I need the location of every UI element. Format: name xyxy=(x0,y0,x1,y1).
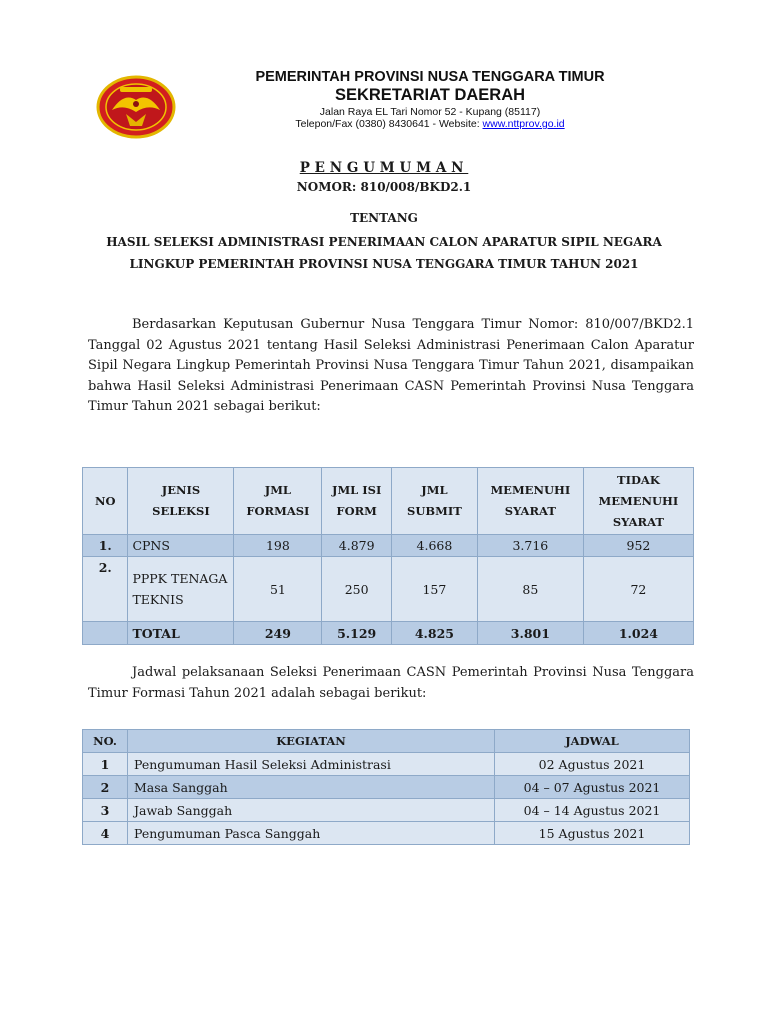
cell-jenis: CPNS xyxy=(128,535,234,557)
cell-formasi: 198 xyxy=(234,535,322,557)
cell-no: 1 xyxy=(83,753,128,776)
cell-no: 4 xyxy=(83,822,128,845)
subject-heading: HASIL SELEKSI ADMINISTRASI PENERIMAAN CALON APARATUR SIPIL NEGARA LINGKUP PEMERINTAH PROVINSI NUSA TENGGARA TIMUR TAHUN 2021 xyxy=(106,235,662,271)
cell-submit: 157 xyxy=(392,557,478,622)
col-header-no: NO xyxy=(83,468,128,535)
website-link[interactable]: www.nttprov.go.id xyxy=(482,118,565,130)
cell-kegiatan: Pengumuman Hasil Seleksi Administrasi xyxy=(128,753,495,776)
letterhead-line2: SEKRETARIAT DAERAH xyxy=(334,86,526,104)
table-total-row xyxy=(83,622,694,645)
selection-results-table xyxy=(82,467,694,645)
cell-total-submit: 4.825 xyxy=(392,622,478,645)
cell-kegiatan: Masa Sanggah xyxy=(128,776,495,799)
letterhead-address: Jalan Raya EL Tari Nomor 52 - Kupang (85117) xyxy=(319,106,541,118)
intro-text: Berdasarkan Keputusan Gubernur Nusa Tenggara Timur Nomor: 810/007/BKD2.1 Tanggal 02 Agustus 2021 tentang Hasil Seleksi Administrasi Penerimaan Calon Aparatur Sipil Negara Lingkup Pemerintah Provinsi Nusa Tenggara Timur Tahun 2021, disampaikan bahwa Hasil Seleksi Administrasi Penerimaan CASN Pemerintah Provinsi Nusa Tenggara Timur Tahun 2021 sebagai berikut: xyxy=(88,317,694,415)
cell-total-tidak: 1.024 xyxy=(583,622,693,645)
document-number: NOMOR: 810/008/BKD2.1 xyxy=(296,180,472,194)
table-row xyxy=(83,753,690,776)
cell-total-isi-form: 5.129 xyxy=(322,622,392,645)
cell-formasi: 51 xyxy=(234,557,322,622)
cell-submit: 4.668 xyxy=(392,535,478,557)
table-row xyxy=(83,776,690,799)
cell-total-label: TOTAL xyxy=(128,622,234,645)
letterhead-contact xyxy=(180,118,680,130)
cell-total-formasi: 249 xyxy=(234,622,322,645)
cell-total-memenuhi: 3.801 xyxy=(477,622,583,645)
cell-jadwal: 04 – 14 Agustus 2021 xyxy=(495,799,690,822)
cell-kegiatan: Pengumuman Pasca Sanggah xyxy=(128,822,495,845)
cell-no: 2. xyxy=(83,557,128,622)
col-header-no: NO. xyxy=(83,730,128,753)
col-header-memenuhi: MEMENUHI SYARAT xyxy=(477,468,583,535)
col-header-jenis: JENIS SELEKSI xyxy=(128,468,234,535)
cell-tidak: 72 xyxy=(583,557,693,622)
cell-memenuhi: 85 xyxy=(477,557,583,622)
cell-tidak: 952 xyxy=(583,535,693,557)
cell-jadwal: 02 Agustus 2021 xyxy=(495,753,690,776)
contact-text: Telepon/Fax (0380) 8430641 - Website: xyxy=(295,118,483,130)
table-row xyxy=(83,535,694,557)
table-row xyxy=(83,822,690,845)
col-header-jadwal: JADWAL xyxy=(495,730,690,753)
schedule-text: Jadwal pelaksanaan Seleksi Penerimaan CASN Pemerintah Provinsi Nusa Tenggara Timur Formasi Tahun 2021 adalah sebagai berikut: xyxy=(88,665,694,701)
col-header-submit: JML SUBMIT xyxy=(392,468,478,535)
col-header-tidak: TIDAK MEMENUHI SYARAT xyxy=(583,468,693,535)
cell-isi-form: 4.879 xyxy=(322,535,392,557)
cell-jadwal: 15 Agustus 2021 xyxy=(495,822,690,845)
col-header-isi-form: JML ISI FORM xyxy=(322,468,392,535)
cell-no: 2 xyxy=(83,776,128,799)
cell-no: 3 xyxy=(83,799,128,822)
col-header-kegiatan: KEGIATAN xyxy=(128,730,495,753)
table-row xyxy=(83,799,690,822)
cell-jenis: PPPK TENAGA TEKNIS xyxy=(128,557,234,622)
cell-jadwal: 04 – 07 Agustus 2021 xyxy=(495,776,690,799)
cell-no: 1. xyxy=(83,535,128,557)
cell-no-empty xyxy=(83,622,128,645)
cell-isi-form: 250 xyxy=(322,557,392,622)
cell-memenuhi: 3.716 xyxy=(477,535,583,557)
cell-kegiatan: Jawab Sanggah xyxy=(128,799,495,822)
table-header-row xyxy=(83,730,690,753)
tentang-heading: TENTANG xyxy=(350,211,418,225)
letterhead-line1: PEMERINTAH PROVINSI NUSA TENGGARA TIMUR xyxy=(255,69,605,85)
schedule-paragraph xyxy=(88,663,694,704)
table-row xyxy=(83,557,694,622)
schedule-table xyxy=(82,729,690,845)
document-title: PENGUMUMAN xyxy=(299,160,469,176)
provincial-emblem-icon xyxy=(96,74,176,140)
intro-paragraph xyxy=(88,315,694,418)
table-header-row xyxy=(83,468,694,535)
col-header-formasi: JML FORMASI xyxy=(234,468,322,535)
